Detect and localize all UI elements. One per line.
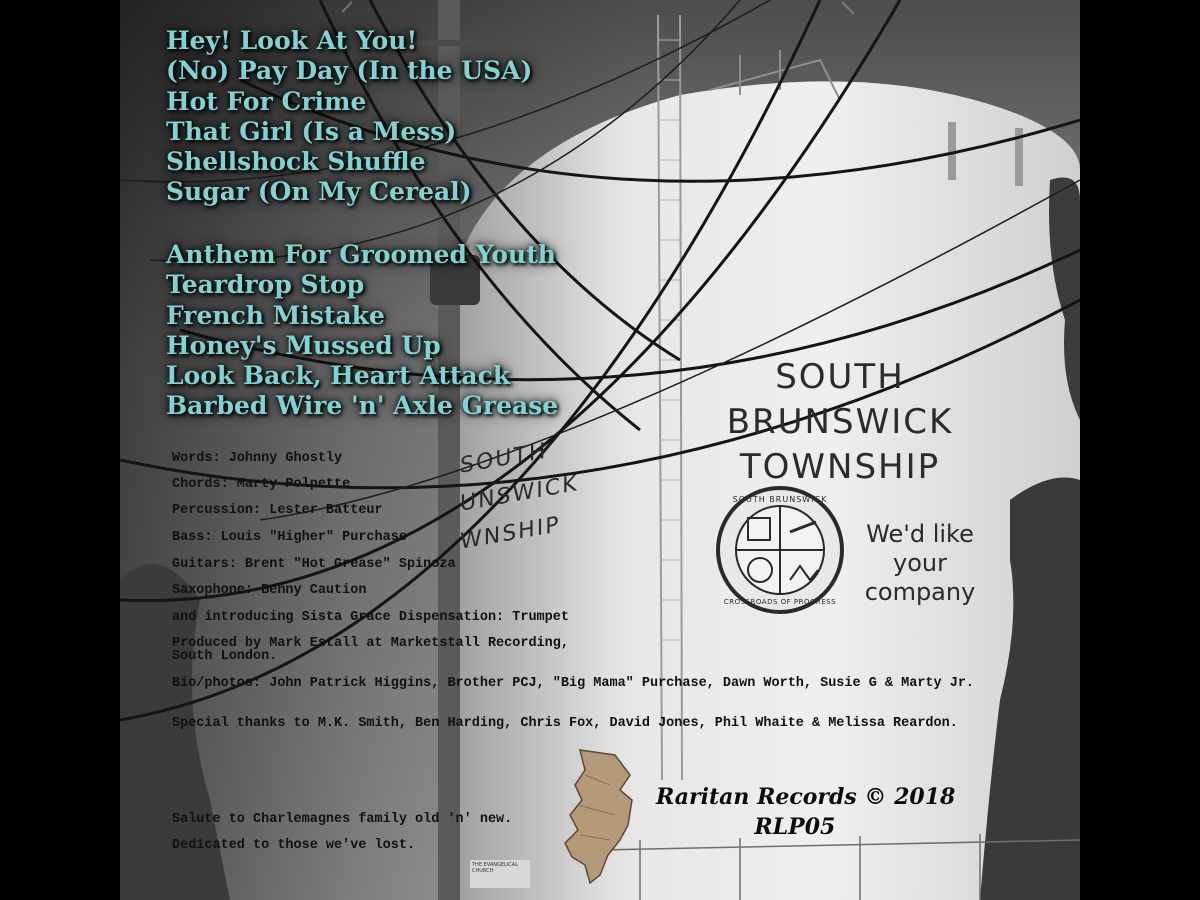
album-back-cover — [120, 0, 1080, 900]
credit-dedication: Dedicated to those we've lost. — [172, 838, 416, 853]
side-line-2: UNSWICK — [460, 471, 579, 517]
track-item: Hey! Look At You! — [166, 26, 418, 55]
credit-salute: Salute to Charlemagnes family old 'n' new. — [172, 812, 513, 827]
track-item: Look Back, Heart Attack — [166, 361, 511, 391]
track-item: French Mistake — [166, 300, 385, 330]
track-item: Honey's Mussed Up — [166, 330, 441, 360]
slogan-line-3: company — [864, 578, 976, 606]
seal-top-text: SOUTH BRUNSWICK — [732, 495, 828, 504]
credit-produced: Produced by Mark Estall at Marketstall Recording, South London. — [172, 636, 569, 664]
side-line-3: WNSHIP — [460, 512, 561, 555]
new-jersey-map-icon — [560, 745, 650, 885]
credit-words: Words: Johnny Ghostly — [172, 451, 343, 466]
chevron-left-icon[interactable] — [338, 0, 362, 24]
tracklist-side-b — [166, 240, 558, 422]
track-item: Shellshock Shuffle — [166, 147, 426, 177]
credit-chords: Chords: Marty Polpette — [172, 477, 351, 492]
township-seal — [718, 488, 842, 612]
credit-percussion: Percussion: Lester Batteur — [172, 503, 383, 518]
tower-line-south: SOUTH — [775, 357, 905, 397]
credit-bass: Bass: Louis "Higher" Purchase — [172, 530, 407, 545]
track-item: (No) Pay Day (In the USA) — [166, 56, 533, 86]
tower-line-brunswick: BRUNSWICK — [726, 402, 954, 442]
credit-guitars: Guitars: Brent "Hot Grease" Spinoza — [172, 557, 456, 572]
credit-saxophone: Saxophone: Benny Caution — [172, 583, 367, 598]
track-item: Teardrop Stop — [166, 270, 365, 300]
church-sign: THE EVANGELICAL CHURCH — [470, 860, 530, 888]
credit-photos: Bio/photos: John Patrick Higgins, Brother PCJ, "Big Mama" Purchase, Dawn Worth, Susie G & Marty Jr. — [172, 676, 975, 691]
credit-introducing: and introducing Sista Grace Dispensation: Trumpet — [172, 610, 569, 625]
tracklist-side-a — [166, 26, 532, 208]
credit-thanks: Special thanks to M.K. Smith, Ben Harding, Chris Fox, David Jones, Phil Whaite & Melissa Reardon. — [172, 716, 958, 731]
track-item: Sugar (On My Cereal) — [166, 177, 472, 207]
slogan-line-2: your — [893, 549, 947, 577]
track-item: Hot For Crime — [166, 86, 367, 116]
tower-line-township: TOWNSHIP — [739, 447, 941, 487]
track-item: That Girl (Is a Mess) — [166, 116, 457, 146]
tower-slogan — [840, 520, 1000, 607]
label-name: Raritan Records © 2018 — [656, 784, 956, 810]
tower-side-lettering — [460, 432, 579, 562]
slogan-line-1: We'd like — [866, 520, 974, 548]
catalog-number: RLP05 — [754, 814, 836, 840]
chevron-right-icon[interactable] — [836, 0, 860, 24]
track-item: Barbed Wire 'n' Axle Grease — [166, 391, 559, 421]
tower-lettering — [680, 355, 1000, 490]
side-line-1: SOUTH — [460, 438, 548, 479]
seal-bottom-text: CROSSROADS OF PROGRESS — [723, 598, 837, 606]
record-label-block — [656, 782, 955, 842]
track-item: Anthem For Groomed Youth — [166, 240, 556, 269]
